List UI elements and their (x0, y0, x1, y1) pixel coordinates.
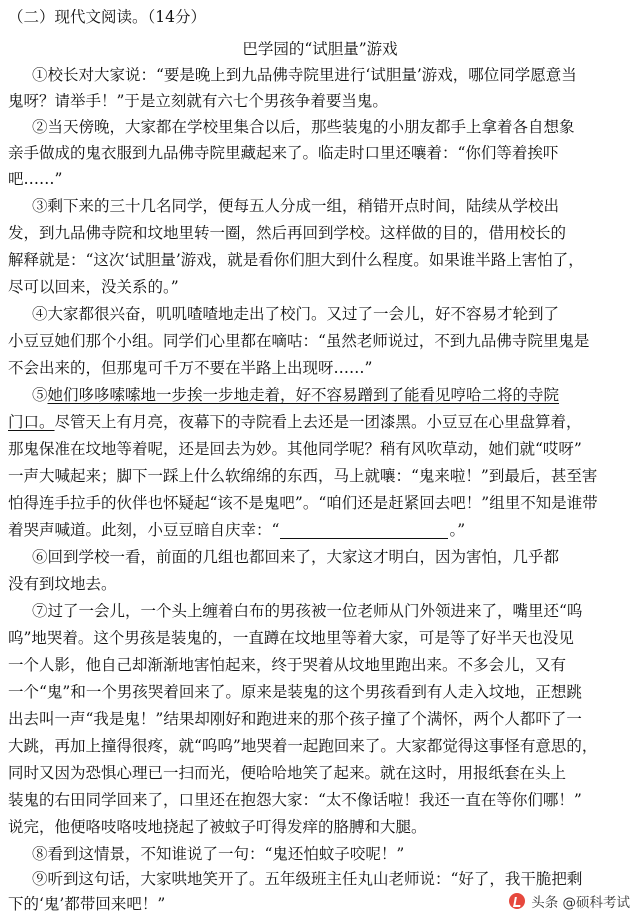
text-line (8, 517, 465, 543)
article-title: 巴学园的“试胆量”游戏 (242, 40, 398, 58)
text-line: 吧……” (8, 170, 63, 188)
text-line: ⑥回到学校一看，前面的几组也都回来了，大家这才明白，因为害怕，几乎都 (32, 548, 560, 566)
text-line: 那鬼保准在坟地等着呢，还是回去为妙。其他同学呢？稍有风吹草动，她们就“哎呀” (8, 440, 582, 458)
text-line: ④大家都很兴奋，叽叽喳喳地走出了校门。又过了一会儿，好不容易才轮到了 (32, 305, 560, 323)
text-line: ⑨听到这句话，大家哄地笑开了。五年级班主任丸山老师说：“好了，我干脆把剩 (32, 870, 583, 888)
text-line: 一个人影，他自己却渐渐地害怕起来，终于哭着从坟地里跑出来。不多会儿，又有 (8, 656, 567, 674)
text-line: 同时又因为恐惧心理已一扫而光，便哈哈地笑了起来。就在这时，用报纸套在头上 (8, 764, 567, 782)
text-line: ②当天傍晚，大家都在学校里集合以后，那些装鬼的小朋友都手上拿着各自想象 (32, 118, 575, 136)
text-line: 大跳，再加上撞得很疼，就“呜呜”地哭着一起跑回来了。大家都觉得这事怪有意思的， (8, 737, 598, 755)
watermark-text: 头条 @硕科考试 (531, 895, 630, 911)
text-line: ⑦过了一会儿，一个头上缠着白布的男孩被一位老师从门外领进来了，嘴里还“呜 (32, 602, 583, 620)
text-line: 小豆豆她们那个小组。同学们心里都在嘀咕：“虽然老师说过，不到九品佛寺院里鬼是 (8, 332, 590, 350)
toutiao-logo-icon (509, 893, 525, 909)
quote-open: “ (271, 521, 280, 539)
text-line: 下的‘鬼’都带回来吧！” (8, 895, 166, 913)
text-line: 鬼呀？请举手！”于是立刻就有六七个男孩争着要当鬼。 (8, 92, 388, 110)
section-heading: （二）现代文阅读。（14分） (8, 8, 206, 26)
answer-blank[interactable] (280, 520, 448, 539)
text-line: 发，到九品佛寺院和坟地里转一圈，然后再回到学校。这样做的目的，借用校长的 (8, 224, 567, 242)
text-line (8, 409, 582, 435)
watermark (509, 888, 630, 914)
text-line: 尽可以回来，没关系的。” (8, 278, 179, 296)
text-line (32, 382, 559, 408)
text-line: 一个“鬼”和一个男孩哭着回来了。原来是装鬼的这个男孩看到有人走入坟地，正想跳 (8, 683, 582, 701)
text-line: 装鬼的右田同学回来了，口里还在抱怨大家：“太不像话啦！我还一直在等你们哪！” (8, 791, 582, 809)
text-segment: 尽管天上有月亮，夜幕下的寺院看上去还是一团漆黑。小豆豆在心里盘算着， (54, 413, 582, 431)
text-line: 解释就是：“这次‘试胆量’游戏，就是看你们胆大到什么程度。如果谁半路上害怕了， (8, 251, 584, 269)
text-segment: 着哭声喊道。此刻，小豆豆暗自庆幸： (8, 521, 272, 539)
text-line: 亲手做成的鬼衣服到九品佛寺院里藏起来了。临走时口里还嚷着：“你们等着挨吓 (8, 144, 559, 162)
underlined-sentence-end: 门口。 (8, 413, 55, 431)
text-line: 呜”地哭着。这个男孩是装鬼的，一直蹲在坟地里等着大家，可是等了好半天也没见 (8, 629, 574, 647)
text-line: 说完，他便咯吱咯吱地挠起了被蚊子叮得发痒的胳膊和大腿。 (8, 818, 427, 836)
text-line: ①校长对大家说：“要是晚上到九品佛寺院里进行‘试胆量’游戏，哪位同学愿意当 (32, 66, 577, 84)
quote-close: 。” (449, 521, 466, 539)
text-line: 没有到坟地去。 (8, 575, 117, 593)
text-line: 一声大喊起来；脚下一踩上什么软绵绵的东西，马上就嚷：“鬼来啦！”到最后，甚至害 (8, 467, 598, 485)
underlined-sentence: 她们哆哆嗦嗦地一步挨一步地走着，好不容易蹭到了能看见哼哈二将的寺院 (47, 386, 560, 404)
text-line: 出去叫一声“我是鬼！”结果却刚好和跑进来的那个孩子撞了个满怀，两个人都吓了一 (8, 710, 582, 728)
text-line: ⑧看到这情景，不知谁说了一句：“鬼还怕蚊子咬呢！” (32, 845, 405, 863)
text-line: 怕得连手拉手的伙伴也怀疑起“该不是鬼吧”。“咱们还是赶紧回去吧！”组里不知是谁带 (8, 494, 598, 512)
paragraph-number: ⑤ (32, 386, 48, 404)
text-line: ③剩下来的三十几名同学，便每五人分成一组，稍错开点时间，陆续从学校出 (32, 197, 560, 215)
text-line: 不会出来的，但那鬼可千万不要在半路上出现呀……” (8, 359, 373, 377)
